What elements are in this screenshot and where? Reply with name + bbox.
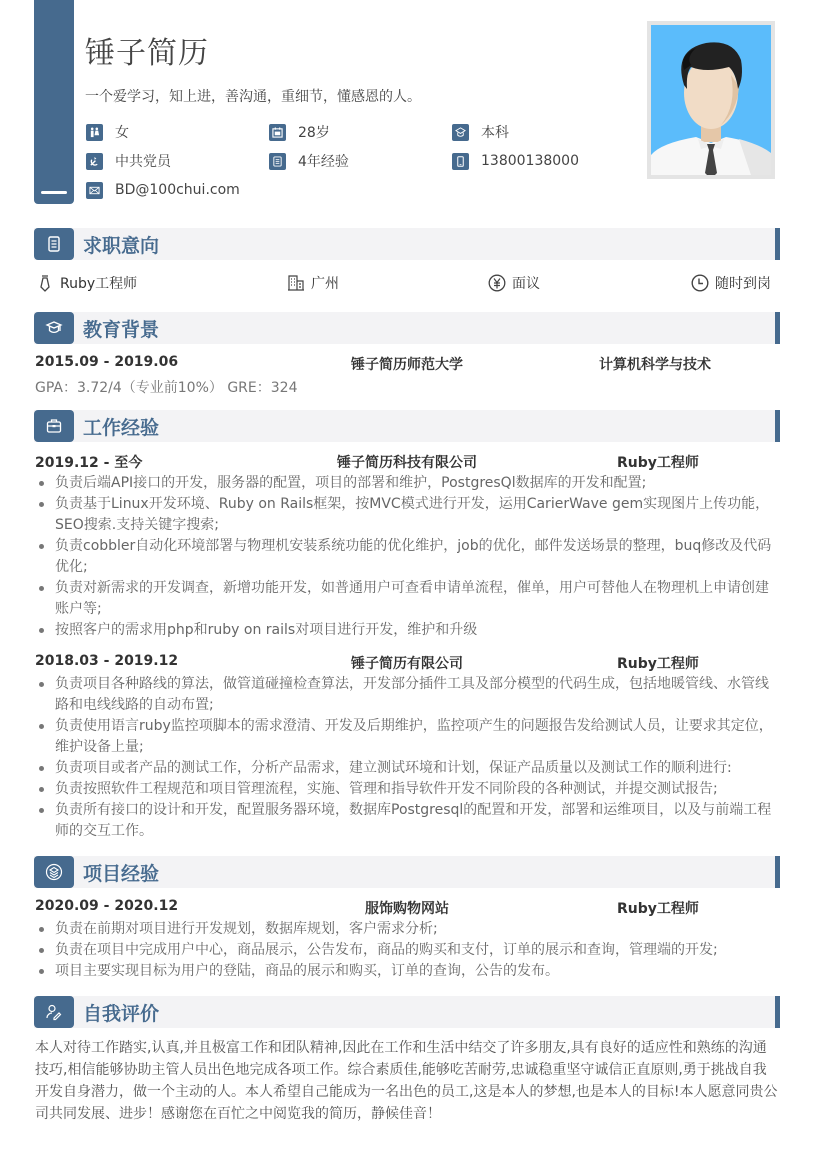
entry-period: 2018.03 - 2019.12: [35, 653, 179, 669]
list-item: 负责按照软件工程规范和项目管理流程，实施、管理和指导软件开发不同阶段的各种测试，并提交测试报告;: [35, 779, 777, 800]
yen-icon: [488, 274, 506, 292]
building-icon: [287, 274, 305, 292]
info-experience: [269, 151, 349, 171]
intent-value: 广州: [311, 276, 339, 292]
intent-value: Ruby工程师: [60, 276, 138, 292]
education-detail: GPA：3.72/4（专业前10%） GRE：324: [35, 380, 298, 396]
section-header-projects: [34, 856, 780, 888]
clipboard-icon: [34, 228, 74, 260]
section-header-self-eval: [34, 996, 780, 1028]
phone-icon: [452, 153, 469, 170]
section-header-intent: [34, 228, 780, 260]
entry-project-name: 服饰购物网站: [365, 901, 449, 917]
calendar-icon: [269, 124, 286, 141]
clipboard-icon: [269, 153, 286, 170]
list-item: 按照客户的需求用php和ruby on rails对项目进行开发，维护和升级: [35, 620, 777, 641]
entry-period: 2019.12 - 至今: [35, 455, 143, 471]
entry-role: Ruby工程师: [617, 901, 699, 917]
info-value: 4年经验: [298, 154, 349, 170]
info-phone: [452, 151, 579, 171]
work-entry-header: [35, 452, 780, 472]
entry-role: Ruby工程师: [617, 656, 699, 672]
intent-salary: [488, 273, 540, 293]
info-value: 28岁: [298, 125, 330, 141]
info-value: 13800138000: [481, 153, 579, 169]
work-entry-bullets: [35, 473, 777, 641]
section-title: 教育背景: [83, 319, 160, 341]
profile-photo: [647, 21, 775, 179]
work-entry-header: [35, 653, 780, 673]
list-item: 项目主要实现目标为用户的登陆，商品的展示和购买，订单的查询，公告的发布。: [35, 961, 777, 982]
intent-position: [36, 273, 137, 293]
work-entry-bullets: [35, 674, 777, 842]
graduation-cap-icon: [452, 124, 469, 141]
section-title: 求职意向: [83, 235, 160, 257]
entry-school: 锤子简历师范大学: [351, 357, 463, 373]
entry-major: 计算机科学与技术: [599, 357, 711, 373]
education-entry-header: [35, 354, 780, 374]
list-item: 负责cobbler自动化环境部署与物理机安装系统功能的优化维护，job的优化，邮件发送场景的整理，buq修改及代码优化;: [35, 536, 777, 578]
list-item: 负责使用语言ruby监控项脚本的需求澄清、开发及后期维护，监控项产生的问题报告发给测试人员，让要求其定位，维护设备上量;: [35, 716, 777, 758]
info-value: 中共党员: [115, 154, 171, 170]
section-title: 自我评价: [83, 1003, 160, 1025]
mail-icon: [86, 182, 103, 199]
list-item: 负责在前期对项目进行开发规划，数据库规划，客户需求分析;: [35, 919, 777, 940]
list-item: 负责对新需求的开发调查，新增功能开发，如普通用户可查看申请单流程，催单，用户可替他人在物理机上申请创建账户等;: [35, 578, 777, 620]
info-value: BD@100chui.com: [115, 182, 240, 198]
list-item: 负责项目或者产品的测试工作，分析产品需求，建立测试环境和计划，保证产品质量以及测试工作的顺利进行:: [35, 758, 777, 779]
section-header-education: [34, 312, 780, 344]
intent-availability: [691, 273, 771, 293]
project-entry-header: [35, 898, 780, 918]
list-item: 负责在项目中完成用户中心，商品展示，公告发布，商品的购买和支付，订单的展示和查询，管理端的开发;: [35, 940, 777, 961]
gender-icon: [86, 124, 103, 141]
info-value: 女: [115, 125, 129, 141]
party-icon: [86, 153, 103, 170]
intent-city: [287, 273, 339, 293]
entry-period: 2015.09 - 2019.06: [35, 354, 179, 370]
accent-dash: [41, 191, 67, 194]
entry-company: 锤子简历科技有限公司: [337, 455, 477, 471]
entry-period: 2020.09 - 2020.12: [35, 898, 179, 914]
section-header-work: [34, 410, 780, 442]
info-politics: [86, 151, 171, 171]
info-degree: [452, 122, 509, 142]
layers-icon: [34, 856, 74, 888]
section-title: 工作经验: [83, 417, 160, 439]
info-email: [86, 180, 240, 200]
intent-value: 面议: [512, 276, 540, 292]
entry-role: Ruby工程师: [617, 455, 699, 471]
motto: 一个爱学习，知上进，善沟通，重细节，懂感恩的人。: [85, 89, 421, 105]
info-value: 本科: [481, 125, 509, 141]
avatar: [651, 25, 771, 175]
list-item: 负责所有接口的设计和开发，配置服务器环境，数据库Postgresql的配置和开发，部署和运维项目，以及与前端工程师的交互工作。: [35, 800, 777, 842]
list-item: 负责基于Linux开发环境、Ruby on Rails框架，按MVC模式进行开发，运用CarierWave gem实现图片上传功能，SEO搜索.支持关键字搜索;: [35, 494, 777, 536]
list-item: 负责项目各种路线的算法，做管道碰撞检查算法，开发部分插件工具及部分模型的代码生成，包括地暖管线、水管线路和电线线路的自动布置;: [35, 674, 777, 716]
self-evaluation-text: 本人对待工作踏实,认真,并且极富工作和团队精神,因此在工作和生活中结交了许多朋友,具有良好的适应性和熟练的沟通技巧,相信能够协助主管人员出色地完成各项工作。综合素质佳,能够吃苦耐劳,忠诚稳重坚守诚信正直原则,勇于挑战自我开发自身潜力，做一个主动的人。本人希望自己能成为一名出色的员工,这是本人的梦想,也是本人的目标!本人愿意同贵公司共同发展、进步！感谢您在百忙之中阅览我的简历，静候佳音！: [35, 1040, 778, 1122]
user-edit-icon: [34, 996, 74, 1028]
tie-icon: [36, 274, 54, 292]
section-title: 项目经验: [83, 863, 160, 885]
graduation-cap-icon: [34, 312, 74, 344]
header-accent-bar: [34, 0, 74, 204]
clock-icon: [691, 274, 709, 292]
project-entry-bullets: [35, 919, 777, 982]
intent-value: 随时到岗: [715, 276, 771, 292]
briefcase-icon: [34, 410, 74, 442]
info-gender: [86, 122, 129, 142]
list-item: 负责后端API接口的开发，服务器的配置，项目的部署和维护，PostgresQl数据库的开发和配置;: [35, 473, 777, 494]
info-age: [269, 122, 330, 142]
entry-company: 锤子简历有限公司: [351, 656, 463, 672]
resume-name: 锤子简历: [85, 36, 209, 71]
